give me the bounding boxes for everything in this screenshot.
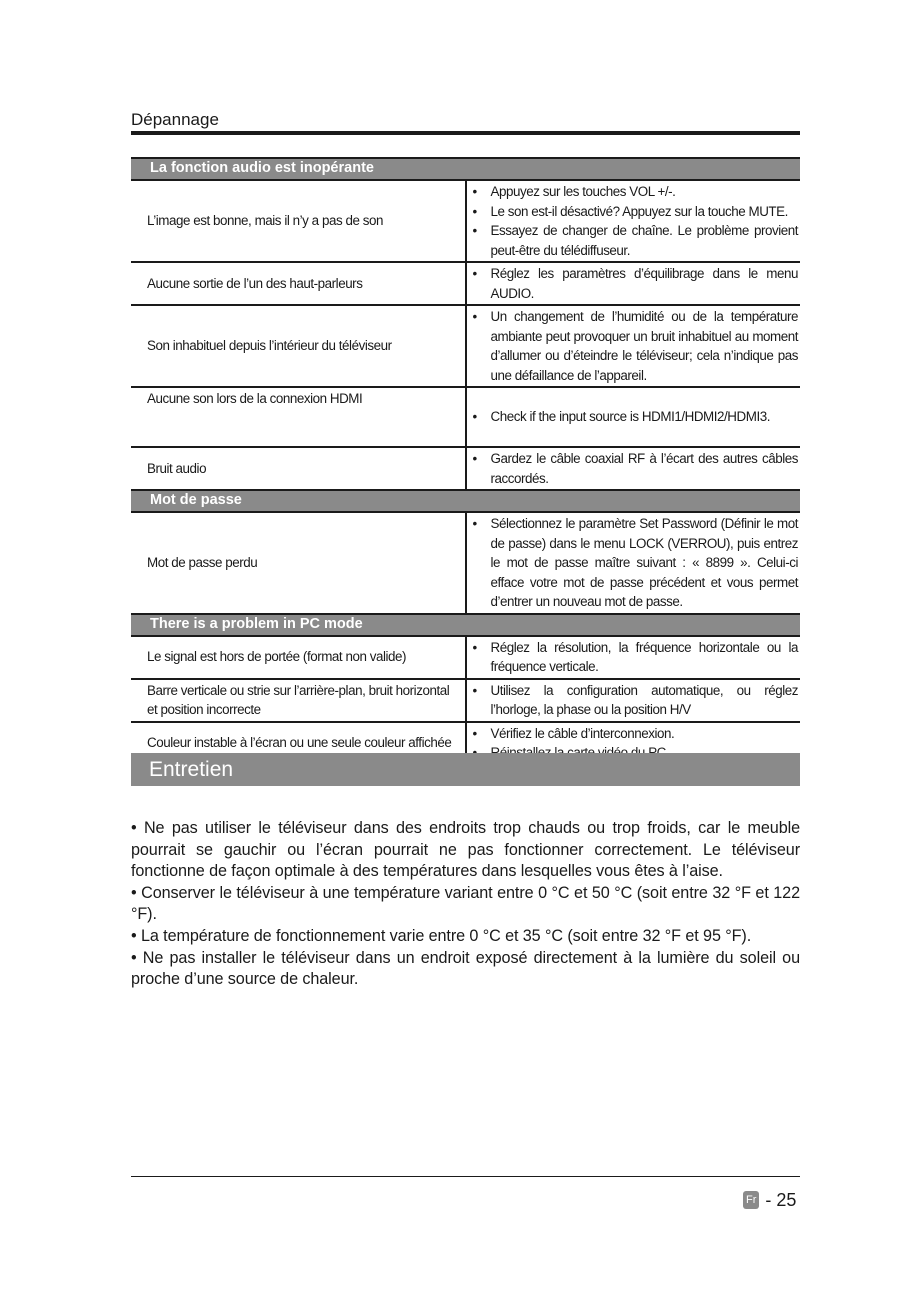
solution-item: • Le son est-il désactivé? Appuyez sur la touche MUTE. — [473, 202, 799, 222]
solution-item: • Utilisez la configuration automatique, ou réglez l’horloge, la phase ou la position H/V — [473, 681, 799, 720]
footer-rule — [131, 1176, 800, 1177]
solution-cell — [466, 512, 801, 614]
entretien-paragraph: • Conserver le téléviseur à une température variant entre 0 °C et 50 °C (soit entre 32 °F et 122 °F). — [131, 883, 800, 924]
solution-cell — [466, 262, 801, 305]
section-heading-password: Mot de passe — [131, 490, 800, 512]
problem-cell: Barre verticale ou strie sur l’arrière-plan, bruit horizontal et position incorrecte — [131, 679, 466, 722]
solution-item: • Sélectionnez le paramètre Set Password (Définir le mot de passe) dans le menu LOCK (VERROU), puis entrez le mot de passe maître suivant : « 8899 ». Celui-ci efface votre mot de passe précédent et vous permet d’entrer un nouveau mot de passe. — [473, 514, 799, 612]
section-heading-audio: La fonction audio est inopérante — [131, 158, 800, 180]
problem-cell: Bruit audio — [131, 447, 466, 490]
solution-cell — [466, 305, 801, 387]
language-badge: Fr — [743, 1191, 759, 1209]
problem-cell: Aucune son lors de la connexion HDMI — [131, 387, 466, 447]
page-number — [743, 1188, 796, 1212]
problem-cell: Le signal est hors de portée (format non valide) — [131, 636, 466, 679]
entretien-body — [131, 818, 800, 991]
solution-item: • Réglez la résolution, la fréquence horizontale ou la fréquence verticale. — [473, 638, 799, 677]
solution-item: • Réglez les paramètres d’équilibrage dans le menu AUDIO. — [473, 264, 799, 303]
solution-cell — [466, 679, 801, 722]
table-row — [131, 447, 800, 490]
solution-item: • Appuyez sur les touches VOL +/-. — [473, 182, 799, 202]
problem-cell: Aucune sortie de l’un des haut-parleurs — [131, 262, 466, 305]
table-row — [131, 679, 800, 722]
entretien-paragraph: • Ne pas utiliser le téléviseur dans des endroits trop chauds ou trop froids, car le meuble pourrait se gauchir ou l’écran pourrait ne pas fonctionner correctement. Le téléviseur fonctionne de façon optimale à des températures dans lesquelles vous êtes à l’aise. — [131, 819, 800, 881]
entretien-paragraph: • Ne pas installer le téléviseur dans un endroit exposé directement à la lumière du soleil ou proche d’une source de chaleur. — [131, 948, 800, 989]
table-row — [131, 636, 800, 679]
solution-cell — [466, 180, 801, 262]
entretien-heading: Entretien — [131, 753, 800, 786]
problem-cell: Son inhabituel depuis l’intérieur du téléviseur — [131, 305, 466, 387]
title-rule — [131, 131, 800, 135]
table-row — [131, 305, 800, 387]
table-row — [131, 512, 800, 614]
problem-cell: Mot de passe perdu — [131, 512, 466, 614]
table-row — [131, 262, 800, 305]
troubleshooting-table — [131, 157, 800, 766]
page-title: Dépannage — [131, 110, 219, 129]
solution-cell — [466, 447, 801, 490]
solution-item: • Essayez de changer de chaîne. Le problème provient peut-être du télédiffuseur. — [473, 221, 799, 260]
table-row — [131, 180, 800, 262]
solution-item: • Vérifiez le câble d’interconnexion. — [473, 724, 799, 744]
page-number-text: - 25 — [765, 1190, 797, 1210]
table-row — [131, 387, 800, 447]
solution-item: • Gardez le câble coaxial RF à l’écart des autres câbles raccordés. — [473, 449, 799, 488]
solution-item: • Check if the input source is HDMI1/HDMI2/HDMI3. — [473, 407, 799, 427]
problem-cell: Couleur instable à l’écran ou une seule couleur affichée — [131, 722, 466, 765]
entretien-paragraph: • La température de fonctionnement varie entre 0 °C et 35 °C (soit entre 32 °F et 95 °F). — [131, 926, 752, 945]
solution-cell — [466, 387, 801, 447]
section-heading-pc-mode: There is a problem in PC mode — [131, 614, 800, 636]
solution-cell — [466, 636, 801, 679]
problem-cell: L’image est bonne, mais il n’y a pas de son — [131, 180, 466, 262]
solution-item: • Un changement de l’humidité ou de la température ambiante peut provoquer un bruit inhabituel au moment d’allumer ou d’éteindre le téléviseur; cela n’indique pas une défaillance de l’appareil. — [473, 307, 799, 385]
